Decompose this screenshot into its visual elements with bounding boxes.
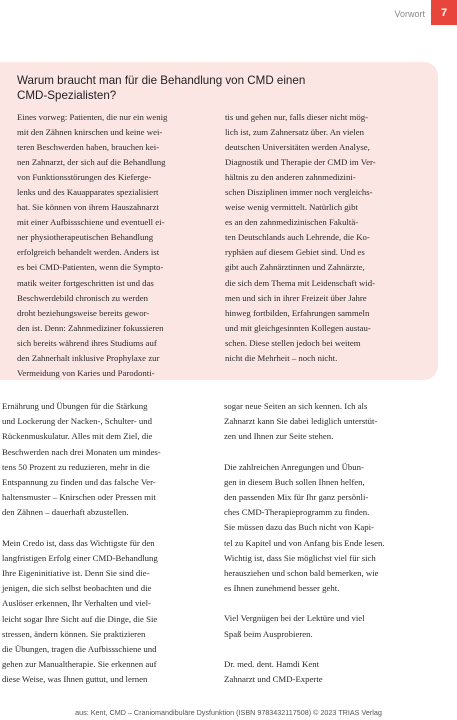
text-line: ryphäen auf diesem Gebiet sind. Und es <box>225 247 365 258</box>
text-line: Viel Vergnügen bei der Lektüre und viel <box>224 613 365 624</box>
text-line: es bei CMD-Patienten, wenn die Sympto- <box>17 262 164 273</box>
text-line: die sich dem Thema mit Leidenschaft wid- <box>225 277 376 288</box>
main-left-column <box>2 399 207 688</box>
paragraph <box>2 399 207 521</box>
text-line: tis und gehen nur, falls dieser nicht mög- <box>225 112 369 122</box>
text-line: erfolgreich behandelt werden. Anders ist <box>17 247 160 258</box>
text-line: den ist. Denn: Zahnmediziner fokussieren <box>17 322 164 333</box>
info-box-left-column <box>17 110 209 381</box>
text-line: gen in diesem Buch sollen Ihnen helfen, <box>224 476 365 487</box>
text-line: Spaß beim Ausprobieren. <box>224 628 313 639</box>
text-line: Die zahlreichen Anregungen und Übun- <box>224 461 364 472</box>
citation-footer: aus: Kent, CMD – Craniomandibuläre Dysfunktion (ISBN 9783432117508) © 2023 TRIAS Verlag <box>75 708 382 717</box>
text-line: jenigen, die sich selbst beobachten und die <box>2 583 152 594</box>
text-line: tens 50 Prozent zu reduzieren, mehr in die <box>2 461 150 472</box>
text-line: von Funktionsstörungen des Kiefergе- <box>17 172 152 183</box>
text-line: hinweg fortbilden, Erfahrungen sammeln <box>225 307 370 318</box>
info-box-title <box>17 73 417 103</box>
page-number-badge: 7 <box>431 0 457 25</box>
text-line: mit den Zähnen knirschen und keine wei- <box>17 127 163 138</box>
title-line: CMD-Spezialisten? <box>17 89 117 102</box>
text-line: tel zu Kapitel und von Anfang bis Ende lesen. <box>224 537 385 548</box>
text-line: Wichtig ist, dass Sie möglichst viel für sich <box>224 552 376 563</box>
text-line: stressen, ändern können. Sie praktizieren <box>2 628 146 639</box>
text-line: Zahnarzt kann Sie dabei lediglich unterstüt- <box>224 416 378 427</box>
text-line: Entspannung zu finden und das falsche Ver- <box>2 477 156 488</box>
text-line: matik weiter fortgeschritten ist und das <box>17 277 154 288</box>
text-line: Ihre Eigeninitiative ist. Denn Sie sind die- <box>2 568 150 579</box>
title-line: Warum braucht man für die Behandlung von CMD einen <box>17 74 306 87</box>
text-line: gibt auch Zahnärztinnen und Zahnärzte, <box>225 262 365 273</box>
text-line: den Zahnerhalt inklusive Prophylaxe zur <box>17 352 160 363</box>
paragraph <box>224 611 434 641</box>
text-line: Mein Credo ist, dass das Wichtigste für den <box>2 537 155 548</box>
text-line: mit einer Aufbissschiene und eventuell ei- <box>17 217 165 228</box>
paragraph <box>224 399 434 445</box>
info-box-right-column <box>225 110 425 366</box>
text-line: ten Deutschlands auch Lehrende, die Ko- <box>225 232 370 243</box>
text-line: es an den zahnmedizinischen Fakultä- <box>225 217 359 228</box>
text-line: schen. Diese stellen jedoch bei weitem <box>225 337 361 348</box>
text-line: Beschwerdebild chronisch zu werden <box>17 292 148 303</box>
text-line: lenks und des Kauapparates spezialisiert <box>17 187 159 198</box>
text-line: nen Zahnarzt, der sich auf die Behandlung <box>17 157 166 168</box>
text-line: Beschwerden nach drei Monaten um mindes- <box>2 446 161 457</box>
text-line: ner physiotherapeutischen Behandlung <box>17 232 154 243</box>
text-line: langfristigen Erfolg einer CMD-Behandlung <box>2 552 158 563</box>
text-line: es Ihnen zunehmend besser geht. <box>224 583 340 594</box>
text-line: den passenden Mix für Ihr ganz persönli- <box>224 492 369 503</box>
text-line: Ernährung und Übungen für die Stärkung <box>2 401 148 411</box>
main-right-column <box>224 399 434 687</box>
paragraph <box>2 536 207 688</box>
text-line: haltensmuster – Knirschen oder Pressen mit <box>2 492 156 503</box>
text-line: und mit gleichgesinnten Kollegen austau- <box>225 322 371 333</box>
text-line: weise wenig vermittelt. Natürlich gibt <box>225 202 358 213</box>
text-line: zen und Ihnen zur Seite stehen. <box>224 431 334 442</box>
text-line: men und sich in ihrer Freizeit über Jahre <box>225 292 367 303</box>
text-line: den Zähnen – dauerhaft abzustellen. <box>2 507 129 518</box>
signature <box>224 657 434 687</box>
text-line: schen Disziplinen immer noch vergleichs- <box>225 187 373 198</box>
text-line: die Übungen, tragen die Aufbissschiene und <box>2 644 157 655</box>
text-line: Eines vorweg: Patienten, die nur ein wenig <box>17 112 168 122</box>
text-line: diese Weise, was Ihnen guttut, und lernen <box>2 674 148 685</box>
text-line: Auslöser erkennen, Ihr Verhalten und viel- <box>2 598 152 609</box>
text-line: Rückenmuskulatur. Alles mit dem Ziel, die <box>2 431 153 442</box>
text-line: Sie müssen dazu das Buch nicht von Kapi- <box>224 522 374 533</box>
text-line: sich bereits während ihres Studiums auf <box>17 337 157 348</box>
text-line: nicht die Mehrheit – noch nicht. <box>225 352 338 363</box>
text-line: leicht sogar Ihre Sicht auf die Dinge, die Sie <box>2 613 158 624</box>
text-line: herausziehen und schon bald bemerken, wie <box>224 568 379 579</box>
text-line: sogar neue Seiten an sich kennen. Ich als <box>224 401 368 411</box>
section-label: Vorwort <box>394 9 425 19</box>
text-line: hältnis zu den anderen zahnmedizini- <box>225 172 356 183</box>
text-line: Vermeidung von Karies und Parodonti- <box>17 367 155 378</box>
text-line: lich ist, zum Zahnersatz über. An vielen <box>225 127 364 138</box>
text-line: Diagnostik und Therapie der CMD im Ver- <box>225 157 376 168</box>
text-line: droht beziehungsweise bereits gewor- <box>17 307 150 318</box>
text-line: teren Beschwerden haben, brauchen kei- <box>17 142 160 153</box>
text-line: und Lockerung der Nacken-, Schulter- und <box>2 416 152 427</box>
text-line: Dr. med. dent. Hamdi Kent <box>224 658 320 669</box>
text-line: hat. Sie können von ihrem Hauszahnarzt <box>17 202 159 213</box>
text-line: gehen zur Manualtherapie. Sie erkennen auf <box>2 659 157 670</box>
text-line: deutschen Universitäten werden Analyse, <box>225 142 370 153</box>
text-line: Zahnarzt und CMD-Experte <box>224 674 323 685</box>
paragraph <box>224 460 434 597</box>
text-line: ches CMD-Therapieprogramm zu finden. <box>224 507 370 518</box>
